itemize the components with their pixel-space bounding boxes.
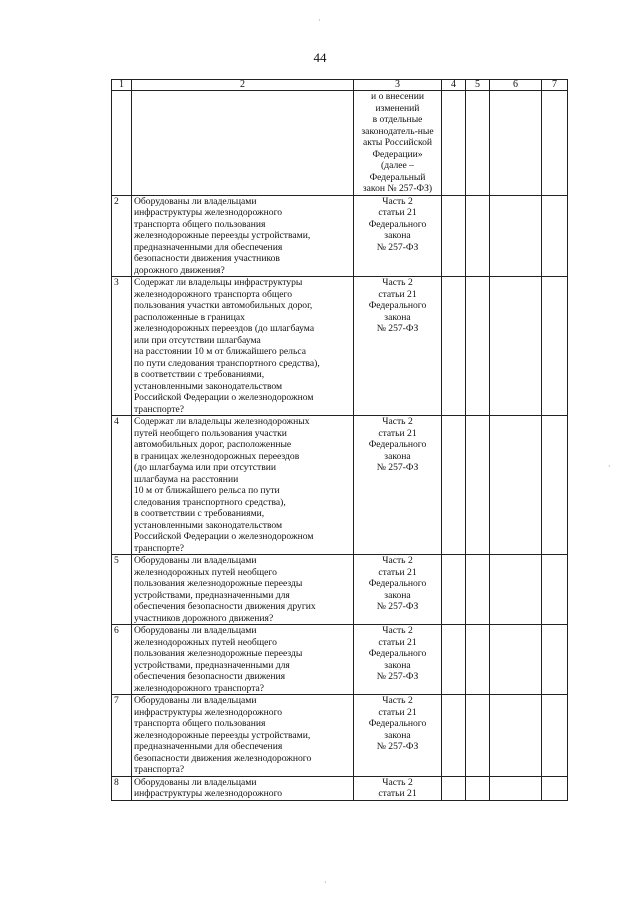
column-header: 5: [466, 80, 490, 91]
row-number: [112, 91, 132, 196]
question-line: Содержат ли владельцы железнодорожных: [134, 416, 310, 427]
question-line: железнодорожные переезды устройствами,: [134, 729, 311, 741]
reference-line: Федерации»: [372, 148, 423, 160]
reference-line: статьи 21: [378, 636, 417, 648]
question-line: железнодорожного транспорта общего: [134, 288, 292, 300]
question-line: пользования железнодорожные переезды: [134, 648, 303, 659]
question-line: железнодорожных переездов (до шлагбаума: [134, 323, 315, 334]
question-line: транспорта?: [134, 764, 185, 775]
answer-cell: [490, 776, 542, 800]
question-line: Российской Федерации о железнодорожном: [134, 392, 314, 403]
question-line: участников дорожного движения?: [134, 612, 274, 624]
reference-line: Федерального: [368, 648, 427, 659]
question-line: пользования железнодорожные переезды: [134, 578, 303, 589]
reference-line: статьи 21: [378, 566, 417, 578]
reference-line: закона: [384, 230, 411, 241]
question-line: железнодорожных путей необщего: [134, 636, 277, 648]
question-line: шлагбаума на расстоянии: [134, 473, 239, 485]
reference-line: Федерального: [368, 718, 427, 729]
table-row: [112, 555, 568, 625]
answer-cell: [442, 776, 466, 800]
row-number: 4: [112, 416, 132, 555]
question-line: инфраструктуры железнодорожного: [134, 706, 283, 718]
question-line: устройствами, предназначенными для: [134, 589, 290, 601]
reference-line: закона: [384, 311, 411, 323]
reference-line: Федерального: [368, 439, 427, 450]
question-line: железнодорожные переезды устройствами,: [134, 230, 311, 241]
table-row: [112, 91, 568, 196]
reference-cell: [354, 555, 442, 625]
answer-cell: [490, 625, 542, 695]
reference-line: закон № 257-ФЗ): [362, 183, 433, 194]
answer-cell: [542, 555, 568, 625]
answer-cell: [466, 695, 490, 777]
question-cell: [132, 625, 354, 695]
question-cell: [132, 277, 354, 416]
reference-line: Часть 2: [382, 695, 413, 706]
reference-line: № 257-ФЗ: [376, 741, 419, 752]
column-header: 2: [132, 80, 354, 91]
question-line: в границах железнодорожных переездов: [134, 450, 300, 462]
answer-cell: [490, 91, 542, 196]
question-line: в соответствии с требованиями,: [134, 508, 265, 519]
table-row: [112, 416, 568, 555]
header-row: [112, 80, 568, 91]
reference-cell: [354, 695, 442, 777]
answer-cell: [490, 416, 542, 555]
answer-cell: [490, 277, 542, 416]
answer-cell: [542, 195, 568, 277]
question-line: по пути следования транспортного средства),: [134, 357, 320, 369]
table-row: [112, 277, 568, 416]
question-line: расположенные в границах: [134, 311, 245, 323]
row-number: 2: [112, 195, 132, 277]
reference-line: Часть 2: [382, 625, 413, 636]
question-line: (до шлагбаума или при отсутствии: [134, 462, 277, 473]
reference-line: (далее –: [381, 160, 414, 171]
reference-line: закона: [384, 659, 411, 671]
question-line: предназначенными для обеспечения: [134, 741, 283, 752]
scan-dot: ·: [608, 462, 611, 471]
question-line: установленными законодательством: [134, 380, 283, 392]
answer-cell: [542, 277, 568, 416]
reference-line: закона: [384, 450, 411, 462]
answer-cell: [490, 195, 542, 277]
reference-line: № 257-ФЗ: [376, 323, 419, 334]
column-header: 7: [542, 80, 568, 91]
reference-cell: [354, 776, 442, 800]
question-line: предназначенными для обеспечения: [134, 241, 283, 253]
question-line: путей необщего пользования участки: [134, 427, 287, 439]
answer-cell: [442, 555, 466, 625]
question-line: в соответствии с требованиями,: [134, 369, 265, 380]
question-line: на расстоянии 10 м от ближайшего рельса: [134, 346, 306, 357]
answer-cell: [466, 776, 490, 800]
question-line: установленными законодательством: [134, 519, 283, 531]
scan-dot: ·: [318, 16, 321, 25]
answer-cell: [542, 416, 568, 555]
question-line: автомобильных дорог, расположенные: [134, 439, 292, 450]
table-row: [112, 625, 568, 695]
question-line: обеспечения безопасности движения: [134, 671, 286, 682]
answer-cell: [442, 416, 466, 555]
reference-cell: [354, 195, 442, 277]
question-line: Оборудованы ли владельцами: [134, 695, 257, 706]
reference-line: Федеральный: [369, 171, 426, 183]
reference-line: статьи 21: [378, 706, 417, 718]
row-number: 3: [112, 277, 132, 416]
question-line: транспорте?: [134, 542, 185, 554]
answer-cell: [442, 195, 466, 277]
reference-line: № 257-ФЗ: [376, 462, 419, 473]
reference-line: Часть 2: [382, 195, 413, 207]
answer-cell: [466, 625, 490, 695]
reference-line: № 257-ФЗ: [376, 671, 419, 682]
question-line: инфраструктуры железнодорожного: [134, 788, 283, 799]
reference-line: № 257-ФЗ: [376, 601, 419, 612]
answer-cell: [466, 555, 490, 625]
reference-line: Часть 2: [382, 776, 413, 788]
question-line: транспорте?: [134, 403, 185, 415]
answer-cell: [490, 555, 542, 625]
question-line: безопасности движения участников: [134, 253, 280, 264]
question-line: или при отсутствии шлагбаума: [134, 334, 261, 346]
column-header: 6: [490, 80, 542, 91]
column-header: 4: [442, 80, 466, 91]
row-number: 5: [112, 555, 132, 625]
row-number: 8: [112, 776, 132, 800]
reference-line: в отдельные: [372, 114, 423, 125]
question-line: железнодорожного транспорта?: [134, 682, 265, 694]
reference-line: и о внесении: [371, 91, 424, 102]
row-number: 7: [112, 695, 132, 777]
reference-line: статьи 21: [378, 427, 417, 439]
reference-line: статьи 21: [378, 207, 417, 218]
row-number: 6: [112, 625, 132, 695]
reference-line: акты Российской: [362, 137, 433, 148]
reference-line: законодатель-ные: [361, 125, 434, 137]
answer-cell: [542, 695, 568, 777]
reference-line: закона: [384, 589, 411, 601]
reference-cell: [354, 91, 442, 196]
question-cell: [132, 91, 354, 196]
question-cell: [132, 776, 354, 800]
column-header: 1: [112, 80, 132, 91]
column-header: 3: [354, 80, 442, 91]
answer-cell: [442, 625, 466, 695]
question-cell: [132, 695, 354, 777]
question-line: Российской Федерации о железнодорожном: [134, 531, 314, 542]
question-cell: [132, 555, 354, 625]
question-line: Оборудованы ли владельцами: [134, 555, 257, 566]
answer-cell: [542, 625, 568, 695]
reference-line: Федерального: [368, 578, 427, 589]
answer-cell: [542, 776, 568, 800]
reference-line: Часть 2: [382, 416, 413, 427]
question-line: Оборудованы ли владельцами: [134, 625, 257, 636]
reference-line: Часть 2: [382, 277, 413, 288]
answer-cell: [442, 695, 466, 777]
reference-line: № 257-ФЗ: [376, 241, 419, 253]
question-line: безопасности движения железнодорожного: [134, 752, 312, 764]
question-cell: [132, 195, 354, 277]
table-row: [112, 195, 568, 277]
answer-cell: [466, 416, 490, 555]
question-line: следования транспортного средства),: [134, 496, 286, 508]
reference-cell: [354, 277, 442, 416]
reference-cell: [354, 416, 442, 555]
answer-cell: [542, 91, 568, 196]
answer-cell: [442, 277, 466, 416]
question-line: транспорта общего пользования: [134, 718, 266, 729]
reference-line: статьи 21: [378, 788, 417, 799]
scan-dot: ·: [324, 878, 327, 887]
reference-line: статьи 21: [378, 288, 417, 300]
page-number: 44: [313, 50, 327, 65]
answer-cell: [442, 91, 466, 196]
question-line: железнодорожных путей необщего: [134, 566, 277, 578]
question-line: транспорта общего пользования: [134, 218, 266, 230]
reference-line: Часть 2: [382, 555, 413, 566]
reference-line: Федерального: [368, 218, 427, 230]
question-line: устройствами, предназначенными для: [134, 659, 290, 671]
answer-cell: [466, 277, 490, 416]
reference-line: Федерального: [368, 300, 427, 311]
question-line: 10 м от ближайшего рельса по пути: [134, 485, 280, 496]
reference-line: изменений: [375, 102, 420, 114]
question-line: Оборудованы ли владельцами: [134, 776, 257, 788]
table-row: [112, 695, 568, 777]
question-cell: [132, 416, 354, 555]
answer-cell: [466, 195, 490, 277]
answer-cell: [490, 695, 542, 777]
question-line: Содержат ли владельцы инфраструктуры: [134, 277, 303, 288]
question-line: пользования участки автомобильных дорог,: [134, 300, 313, 311]
table-row: [112, 776, 568, 800]
answer-cell: [466, 91, 490, 196]
checklist-table: [111, 79, 568, 801]
question-line: инфраструктуры железнодорожного: [134, 207, 283, 218]
reference-cell: [354, 625, 442, 695]
question-line: Оборудованы ли владельцами: [134, 195, 257, 207]
question-line: дорожного движения?: [134, 264, 225, 276]
question-line: обеспечения безопасности движения других: [134, 601, 316, 612]
reference-line: закона: [384, 729, 411, 741]
